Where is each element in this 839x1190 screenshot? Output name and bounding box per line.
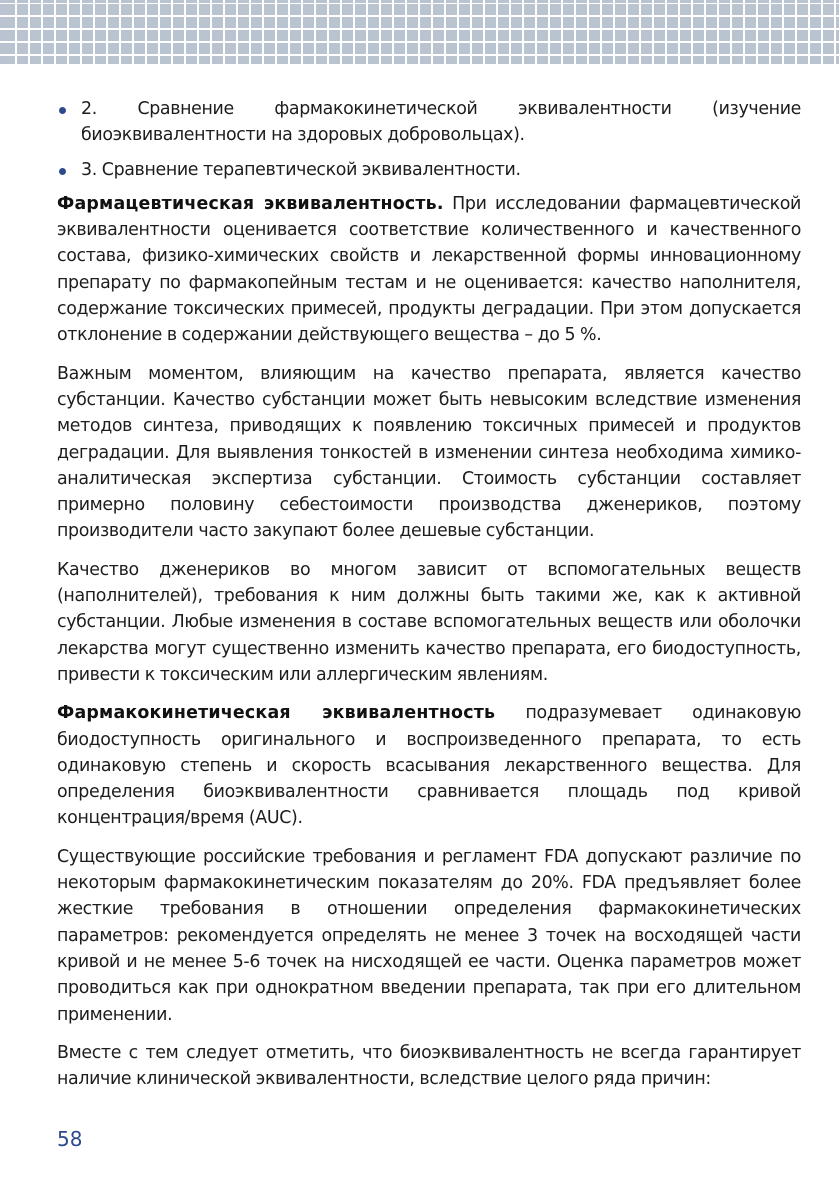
header-decorative-band [0,0,839,64]
bullet-item [57,157,801,183]
paragraph-pharmaceutical-equivalence [57,191,801,349]
paragraph-lead-term: Фармакокинетическая эквивалентность [57,703,496,724]
paragraph-clinical-equivalence [57,1040,801,1093]
paragraph-excipients [57,557,801,688]
paragraph-text: Важным моментом, влияющим на качество препарата, является качество субстанции. Качество субстанции может быть невысоким вследствие изменения методов синтеза, приводящих к появлению токсичных примесей и продуктов деградации. Для выявления тонкостей в изменении синтеза необходима химико-аналитическая экспертиза субстанции. Стоимость субстанции составляет примерно половину себестоимости производства дженериков, поэтому производители часто закупают более дешевые субстанции. [57,363,801,542]
paragraph-text: Качество дженериков во многом зависит от вспомогательных веществ (наполнителей), требования к ним должны быть такими же, как к активной субстанции. Любые изменения в составе вспомогательных веществ или оболочки лекарства могут существенно изменить качество препарата, его биодоступность, привести к токсическим или аллергическим явлениям. [57,559,801,685]
paragraph-pharmacokinetic-equivalence [57,700,801,831]
paragraph-text: подразумевает одинаковую биодоступность оригинального и воспроизведенного препарата, то есть одинаковую степень и скорость всасывания лекарственного вещества. Для определения биоэквивалентности сравнивается площадь под кривой концентрация/время (AUC). [57,703,801,829]
bullet-text: 2. Сравнение фармакокинетической эквивалентности (изучение биоэквивалентности на здоровых добровольцах). [81,99,801,146]
paragraph-fda-requirements [57,844,801,1028]
paragraph-lead-term: Фармацевтическая эквивалентность. [57,193,444,214]
page-number: 58 [57,1127,83,1151]
page-content [57,96,801,1104]
paragraph-text: Вместе с тем следует отметить, что биоэквивалентность не всегда гарантирует наличие клинической эквивалентности, вследствие целого ряда причин: [57,1042,801,1090]
paragraph-text: Существующие российские требования и регламент FDA допускают различие по некоторым фармакокинетическим показателям до 20%. FDA предъявляет более жесткие требования в отношении определения фармакокинетических параметров: рекомендуется определять не менее 3 точек на восходящей части кривой и не менее 5-6 точек на нисходящей ее части. Оценка параметров может проводиться как при однократном введении препарата, так при его длительном применении. [57,846,801,1025]
paragraph-text: При исследовании фармацевтической эквивалентности оценивается соответствие количественного и качественного состава, физико-химических свойств и лекарственной формы инновационному препарату по фармакопейным тестам и не оценивается: качество наполнителя, содержание токсических примесей, продукты деградации. При этом допускается отклонение в содержании действующего вещества – до 5 %. [57,193,802,346]
bullet-dot-icon [59,168,66,175]
bullet-item [57,96,801,149]
paragraph-substance-quality [57,361,801,545]
bullet-text: 3. Сравнение терапевтической эквивалентности. [81,159,521,180]
bullet-dot-icon [59,107,66,114]
